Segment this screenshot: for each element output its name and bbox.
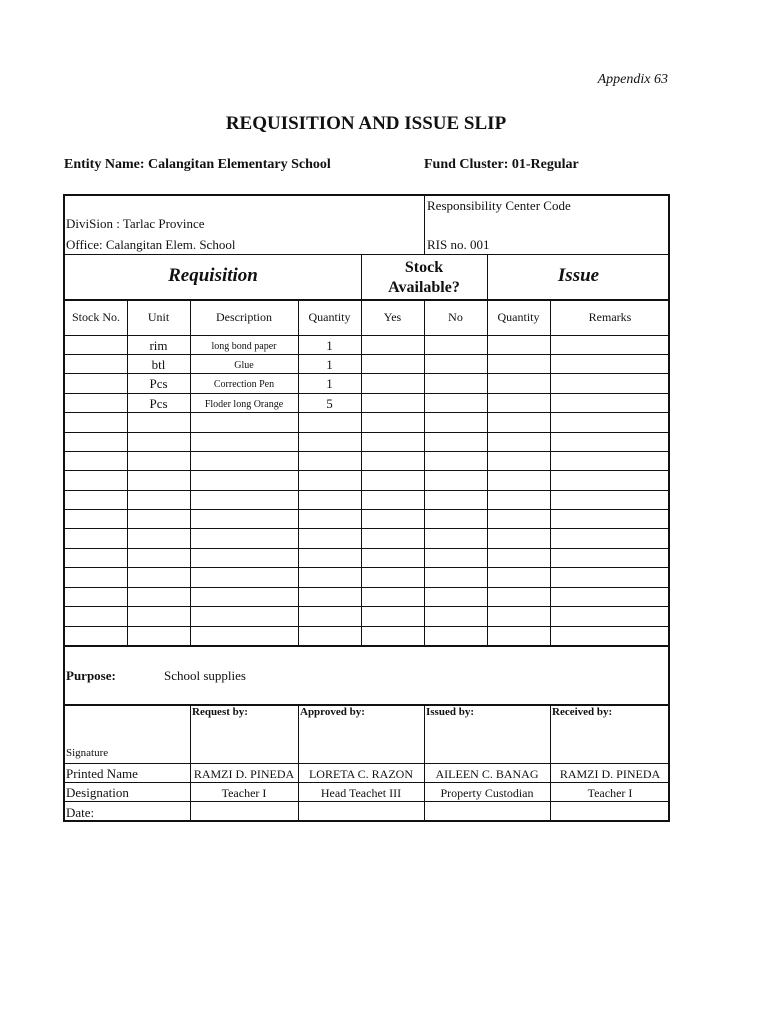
item-unit: Pcs [149,396,168,411]
responsibility-center-code: Responsibility Center Code [427,198,571,213]
item-unit: rim [149,338,168,353]
stock-available-header [361,258,487,298]
purpose-label: Purpose: [66,668,116,683]
col-issue-quantity: Quantity [497,310,540,324]
form-title: REQUISITION AND ISSUE SLIP [225,113,507,134]
item-unit: btl [151,357,166,372]
item-quantity: 5 [326,396,333,411]
item-description: Correction Pen [213,379,275,390]
item-description: long bond paper [211,341,277,352]
office-field: Office: Calangitan Elem. School [66,237,236,252]
fund-cluster: Fund Cluster: 01-Regular [424,157,579,172]
col-no: No [448,310,463,324]
stock-header-line2: Available? [388,279,460,296]
item-quantity: 1 [326,338,333,353]
designation-receiver: Teacher I [587,786,633,800]
entity-name: Entity Name: Calangitan Elementary School [64,157,331,172]
appendix-number: Appendix 63 [597,72,668,87]
item-quantity: 1 [326,357,333,372]
designation-issuer: Property Custodian [440,786,534,800]
issue-header: Issue [557,265,600,286]
printed-name-receiver: RAMZI D. PINEDA [559,767,661,781]
division-field: DiviSion : Tarlac Province [66,216,205,231]
printed-name-requester: RAMZI D. PINEDA [193,767,295,781]
request-by-label: Request by: [192,706,248,718]
col-stock-no: Stock No. [72,310,120,324]
approved-by-label: Approved by: [300,706,365,718]
item-quantity: 1 [326,376,333,391]
printed-name-label: Printed Name [66,766,138,781]
purpose-value: School supplies [164,668,246,683]
printed-name-issuer: AILEEN C. BANAG [435,767,539,781]
date-label: Date: [66,805,95,820]
issued-by-label: Issued by: [426,706,474,718]
item-description: Floder long Orange [204,399,284,410]
printed-name-approver: LORETA C. RAZON [308,767,414,781]
col-yes: Yes [383,310,402,324]
col-unit: Unit [147,310,170,324]
requisition-form [63,194,670,822]
item-unit: Pcs [149,376,168,391]
ris-number: RIS no. 001 [427,237,490,252]
col-quantity: Quantity [308,310,351,324]
signature-label: Signature [66,747,109,759]
col-remarks: Remarks [588,310,632,324]
received-by-label: Received by: [552,706,613,718]
designation-approver: Head Teachet III [320,786,402,800]
designation-label: Designation [66,785,129,800]
requisition-header: Requisition [168,265,258,286]
stock-header-line1: Stock [404,259,444,276]
col-description: Description [216,310,272,324]
item-description: Glue [234,360,254,371]
designation-requester: Teacher I [221,786,267,800]
